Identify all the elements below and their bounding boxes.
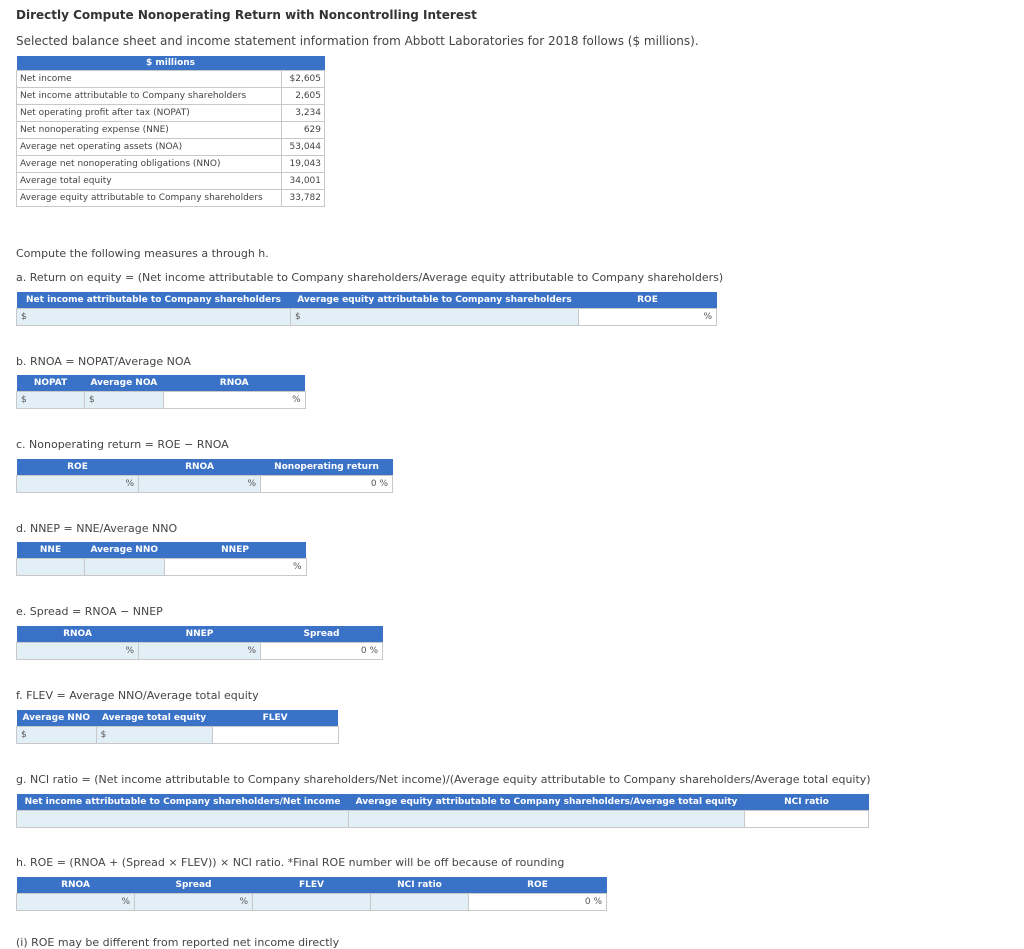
- input-h-rnoa[interactable]: %: [17, 894, 135, 911]
- balance-row-value: $2,605: [282, 71, 325, 88]
- header-d-nne: NNE: [17, 542, 85, 559]
- table-b: [16, 375, 306, 409]
- header-f-avg-total-equity: Average total equity: [96, 710, 212, 727]
- header-b-avg-noa: Average NOA: [85, 375, 164, 392]
- header-e-nnep: NNEP: [139, 626, 261, 643]
- balance-row-label: Average net nonoperating obligations (NNO): [17, 156, 282, 173]
- header-g-ni-ratio: Net income attributable to Company shareholders/Net income: [17, 794, 349, 811]
- table-h: [16, 877, 607, 911]
- header-c-nonop-return: Nonoperating return: [261, 459, 393, 476]
- balance-row-label: Net income attributable to Company shareholders: [17, 88, 282, 105]
- output-g-nci-ratio: [745, 811, 869, 828]
- input-c-roe[interactable]: %: [17, 476, 139, 493]
- balance-row: [17, 139, 325, 156]
- balance-row-value: 33,782: [282, 190, 325, 207]
- header-c-roe: ROE: [17, 459, 139, 476]
- output-c-nonop-return: 0 %: [261, 476, 393, 493]
- table-g: [16, 794, 869, 828]
- balance-row-label: Average net operating assets (NOA): [17, 139, 282, 156]
- balance-row-value: 53,044: [282, 139, 325, 156]
- balance-row-label: Average total equity: [17, 173, 282, 190]
- balance-sheet-table: [16, 56, 325, 207]
- balance-row: [17, 156, 325, 173]
- output-e-spread: 0 %: [261, 643, 383, 660]
- header-e-spread: Spread: [261, 626, 383, 643]
- input-a-net-income[interactable]: $: [17, 309, 291, 326]
- label-c: c. Nonoperating return = ROE − RNOA: [16, 438, 229, 451]
- page-title: Directly Compute Nonoperating Return with Noncontrolling Interest: [16, 8, 477, 22]
- input-e-rnoa[interactable]: %: [17, 643, 139, 660]
- table-d: [16, 542, 307, 576]
- header-f-avg-nno: Average NNO: [17, 710, 97, 727]
- input-h-flev[interactable]: [253, 894, 371, 911]
- balance-row-value: 2,605: [282, 88, 325, 105]
- balance-row: [17, 88, 325, 105]
- input-c-rnoa[interactable]: %: [139, 476, 261, 493]
- table-c: [16, 459, 393, 493]
- table-f: [16, 710, 339, 744]
- input-h-nci-ratio[interactable]: [371, 894, 469, 911]
- label-f: f. FLEV = Average NNO/Average total equity: [16, 689, 259, 702]
- header-b-nopat: NOPAT: [17, 375, 85, 392]
- next-question-cut: (i) ROE may be different from reported net income directly: [16, 936, 340, 949]
- header-g-nci-ratio: NCI ratio: [745, 794, 869, 811]
- input-d-nne[interactable]: [17, 559, 85, 576]
- header-h-flev: FLEV: [253, 877, 371, 894]
- balance-row: [17, 173, 325, 190]
- label-a: a. Return on equity = (Net income attributable to Company shareholders/Average equity attributable to Company shareholders): [16, 271, 724, 284]
- header-e-rnoa: RNOA: [17, 626, 139, 643]
- output-h-roe: 0 %: [469, 894, 607, 911]
- balance-row: [17, 190, 325, 207]
- compute-intro: Compute the following measures a through h.: [16, 247, 269, 260]
- header-h-spread: Spread: [135, 877, 253, 894]
- balance-row: [17, 105, 325, 122]
- label-e: e. Spread = RNOA − NNEP: [16, 605, 163, 618]
- header-g-equity-ratio: Average equity attributable to Company shareholders/Average total equity: [349, 794, 745, 811]
- header-a-net-income: Net income attributable to Company shareholders: [17, 292, 291, 309]
- header-h-roe: ROE: [469, 877, 607, 894]
- header-b-rnoa: RNOA: [163, 375, 305, 392]
- label-g: g. NCI ratio = (Net income attributable to Company shareholders/Net income)/(Average equity attributable to Company shareholders/Average total equity): [16, 773, 871, 786]
- output-d-nnep: %: [164, 559, 306, 576]
- input-d-avg-nno[interactable]: [85, 559, 165, 576]
- intro-text: Selected balance sheet and income statement information from Abbott Laboratories for 2018 follows ($ millions).: [16, 34, 699, 48]
- input-f-avg-nno[interactable]: $: [17, 727, 97, 744]
- label-b: b. RNOA = NOPAT/Average NOA: [16, 355, 191, 368]
- balance-row: [17, 122, 325, 139]
- balance-table-header: $ millions: [17, 56, 325, 71]
- input-a-avg-equity[interactable]: $: [291, 309, 579, 326]
- input-g-equity-ratio[interactable]: [349, 811, 745, 828]
- balance-row-value: 34,001: [282, 173, 325, 190]
- balance-row-label: Net income: [17, 71, 282, 88]
- header-a-roe: ROE: [579, 292, 717, 309]
- balance-row-label: Net nonoperating expense (NNE): [17, 122, 282, 139]
- balance-row-value: 3,234: [282, 105, 325, 122]
- header-c-rnoa: RNOA: [139, 459, 261, 476]
- header-a-avg-equity: Average equity attributable to Company shareholders: [291, 292, 579, 309]
- input-f-avg-total-equity[interactable]: $: [96, 727, 212, 744]
- output-a-roe: %: [579, 309, 717, 326]
- header-h-rnoa: RNOA: [17, 877, 135, 894]
- input-g-ni-ratio[interactable]: [17, 811, 349, 828]
- header-d-avg-nno: Average NNO: [85, 542, 165, 559]
- balance-row-label: Net operating profit after tax (NOPAT): [17, 105, 282, 122]
- balance-row-value: 19,043: [282, 156, 325, 173]
- label-h: h. ROE = (RNOA + (Spread × FLEV)) × NCI ratio. *Final ROE number will be off because of rounding: [16, 856, 565, 869]
- output-f-flev: [212, 727, 338, 744]
- input-b-nopat[interactable]: $: [17, 392, 85, 409]
- balance-row: [17, 71, 325, 88]
- table-a: [16, 292, 717, 326]
- input-h-spread[interactable]: %: [135, 894, 253, 911]
- input-e-nnep[interactable]: %: [139, 643, 261, 660]
- label-d: d. NNEP = NNE/Average NNO: [16, 522, 178, 535]
- header-f-flev: FLEV: [212, 710, 338, 727]
- header-h-nci-ratio: NCI ratio: [371, 877, 469, 894]
- table-e: [16, 626, 383, 660]
- output-b-rnoa: %: [163, 392, 305, 409]
- input-b-avg-noa[interactable]: $: [85, 392, 164, 409]
- balance-row-label: Average equity attributable to Company shareholders: [17, 190, 282, 207]
- header-d-nnep: NNEP: [164, 542, 306, 559]
- balance-row-value: 629: [282, 122, 325, 139]
